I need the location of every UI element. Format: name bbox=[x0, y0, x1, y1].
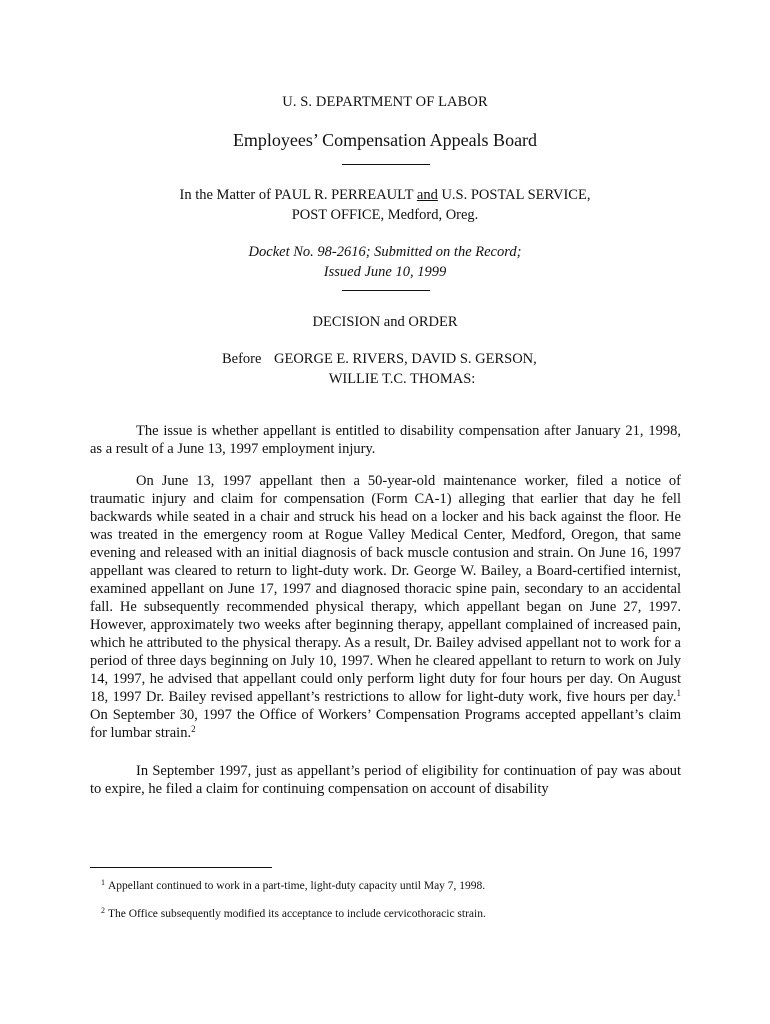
docket-info bbox=[0, 242, 770, 282]
footnote-2-number: 2 bbox=[101, 906, 105, 915]
footnote-ref-2[interactable]: 2 bbox=[191, 724, 196, 734]
caption-suffix: U.S. POSTAL SERVICE, bbox=[437, 187, 591, 203]
docket-line2: Issued June 10, 1999 bbox=[323, 264, 447, 280]
panel-line2: WILLIE T.C. THOMAS: bbox=[328, 371, 476, 387]
docket-divider bbox=[342, 290, 430, 291]
panel-members bbox=[222, 349, 582, 389]
docket-line1: Docket No. 98-2616; Submitted on the Record; bbox=[248, 244, 522, 260]
before-label: Before bbox=[222, 351, 262, 367]
caption-line2: POST OFFICE, Medford, Oreg. bbox=[291, 207, 479, 223]
footnote-ref-1[interactable]: 1 bbox=[676, 688, 681, 698]
footnote-divider bbox=[90, 867, 272, 868]
paragraph-issue bbox=[90, 422, 681, 458]
decision-heading: DECISION and ORDER bbox=[312, 314, 458, 330]
caption-prefix: In the Matter of PAUL R. PERREAULT bbox=[179, 187, 417, 203]
case-caption bbox=[0, 185, 770, 225]
board-title: Employees’ Compensation Appeals Board bbox=[232, 130, 538, 150]
footnote-1 bbox=[90, 876, 681, 893]
footnote-2 bbox=[90, 904, 681, 921]
footnote-1-text: Appellant continued to work in a part-time, light-duty capacity until May 7, 1998. bbox=[108, 880, 486, 892]
paragraph-issue-text: The issue is whether appellant is entitled to disability compensation after January 21, 1998, as a result of a June 13, 1997 employment injury. bbox=[90, 423, 681, 457]
title-divider bbox=[342, 164, 430, 165]
facts-text-a: On June 13, 1997 appellant then a 50-year-old maintenance worker, filed a notice of traumatic injury and claim for compensation (Form CA-1) alleging that earlier that day he fell backwards while seated in a chair and struck his head on a locker and his back against the floor. He was treated in the emergency room at Rogue Valley Medical Center, Medford, Oregon, that same evening and released with an initial diagnosis of back muscle contusion and strain. On June 16, 1997 appellant was cleared to return to light-duty work. Dr. George W. Bailey, a Board-certified internist, examined appellant on June 17, 1997 and diagnosed thoracic spine pain, secondary to an accidental fall. He subsequently recommended physical therapy, which appellant began on June 27, 1997. However, approximately two weeks after beginning therapy, appellant complained of increased pain, which he attributed to the physical therapy. As a result, Dr. Bailey advised appellant not to work for a period of three days beginning on July 10, 1997. When he cleared appellant to return to work on July 14, 1997, he advised that appellant could only perform light duty for four hours per day. On August 18, 1997 Dr. Bailey revised appellant’s restrictions to allow for light-duty work, five hours per day. bbox=[90, 473, 681, 705]
paragraph-claim-text: In September 1997, just as appellant’s period of eligibility for continuation of pay was about to expire, he filed a claim for continuing compensation on account of disability bbox=[90, 763, 681, 797]
footnote-1-number: 1 bbox=[101, 878, 105, 887]
department-heading: U. S. DEPARTMENT OF LABOR bbox=[282, 94, 488, 110]
footnote-2-text: The Office subsequently modified its acceptance to include cervicothoracic strain. bbox=[108, 908, 486, 920]
facts-text-b: On September 30, 1997 the Office of Workers’ Compensation Programs accepted appellant’s claim for lumbar strain. bbox=[90, 707, 681, 741]
caption-and: and bbox=[416, 187, 438, 203]
paragraph-claim bbox=[90, 762, 681, 798]
panel-line1: GEORGE E. RIVERS, DAVID S. GERSON, bbox=[274, 351, 537, 367]
paragraph-facts-text bbox=[90, 472, 681, 742]
paragraph-facts bbox=[90, 472, 681, 742]
